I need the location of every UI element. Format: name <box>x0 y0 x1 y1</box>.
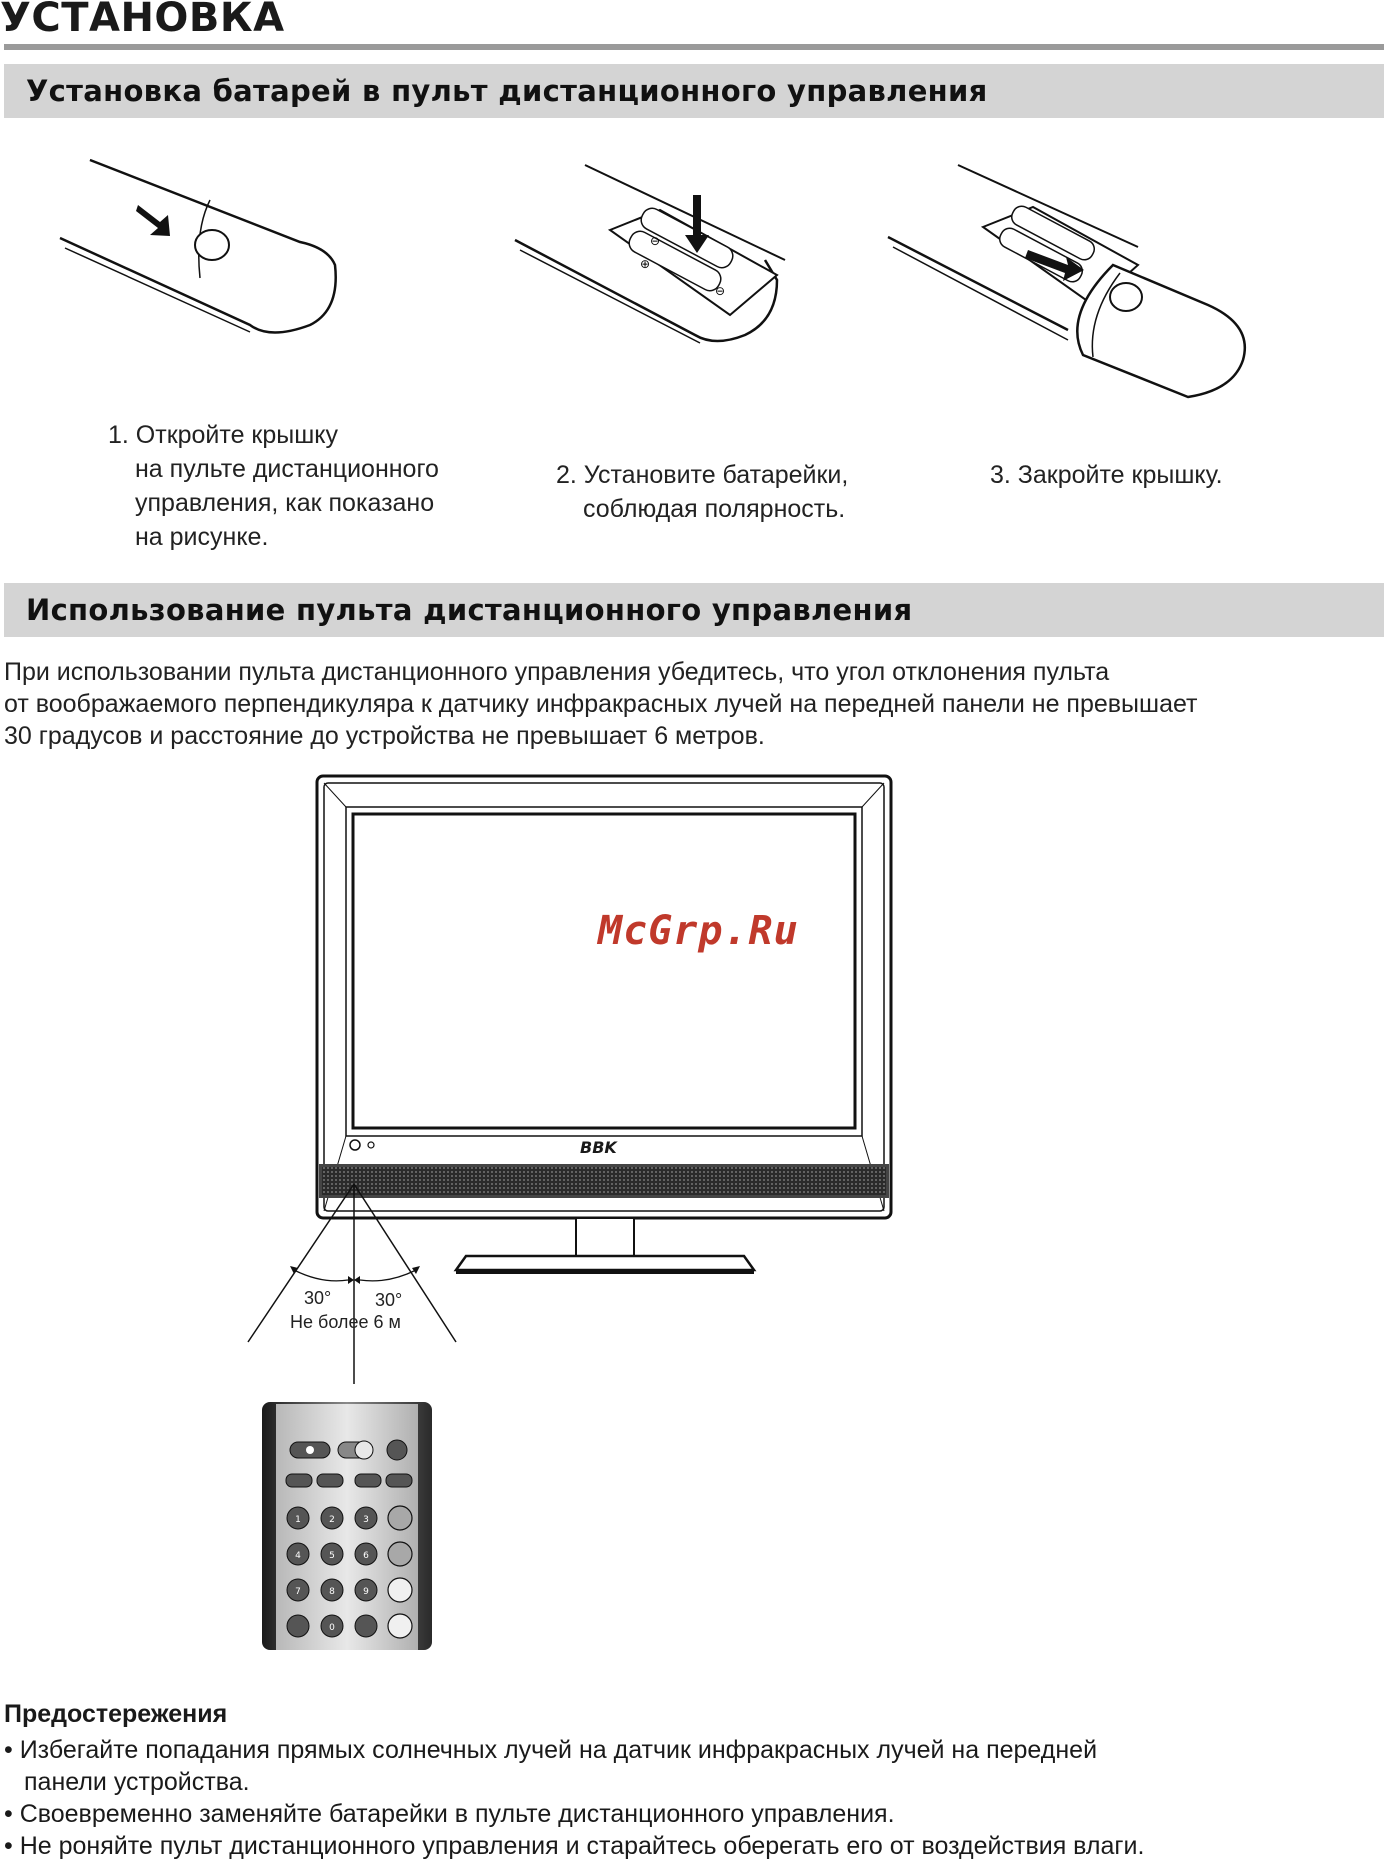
warning-item-continuation: панели устройства. <box>24 1768 250 1796</box>
svg-text:⊕: ⊕ <box>640 257 651 271</box>
angle-left-label: 30° <box>304 1288 332 1308</box>
svg-text:3: 3 <box>363 1515 369 1525</box>
warning-item: • Избегайте попадания прямых солнечных лучей на датчик инфракрасных лучей на передней <box>4 1736 1098 1764</box>
tv-brand-logo: BBK <box>580 1138 617 1157</box>
svg-text:2: 2 <box>329 1515 335 1525</box>
remote-open-cover-illustration <box>60 160 350 370</box>
svg-text:⊖: ⊖ <box>715 284 726 298</box>
section-heading-usage <box>4 583 1384 637</box>
svg-text:6: 6 <box>363 1551 369 1561</box>
warnings-list <box>4 1734 1144 1862</box>
step-1-text: 1. Откройте крышку на пульте дистанционного управления, как показано на рисунке. <box>108 421 439 551</box>
svg-text:⊖: ⊖ <box>650 234 661 248</box>
svg-text:9: 9 <box>363 1587 369 1597</box>
section-heading-text: Использование пульта дистанционного управления <box>26 593 913 627</box>
step-2-text: 2. Установите батарейки, соблюдая полярность. <box>556 461 849 523</box>
remote-close-cover-illustration <box>888 165 1258 405</box>
section-heading-text: Установка батарей в пульт дистанционного управления <box>26 74 988 108</box>
page-title: УСТАНОВКА <box>0 0 285 41</box>
usage-paragraph: При использовании пульта дистанционного управления убедитесь, что угол отклонения пульта от воображаемого перпендикуляра к датчику инфракрасных лучей на передней панели не превышает 30 градусов и расстояние до устройства не превышает 6 метров. <box>4 658 1198 750</box>
svg-text:5: 5 <box>329 1551 335 1561</box>
watermark: McGrp.Ru <box>598 908 799 954</box>
warning-item: • Не роняйте пульт дистанционного управления и старайтесь оберегать его от воздействия влаги. <box>4 1832 1145 1860</box>
svg-text:8: 8 <box>329 1587 335 1597</box>
distance-label: Не более 6 м <box>290 1312 401 1332</box>
warnings-title: Предостережения <box>4 1700 228 1728</box>
remote-insert-batteries-illustration <box>515 165 785 370</box>
section-heading-batteries <box>4 64 1384 118</box>
angle-right-label: 30° <box>375 1290 403 1310</box>
svg-text:0: 0 <box>329 1623 335 1633</box>
remote-control-illustration <box>260 1400 434 1652</box>
svg-text:4: 4 <box>295 1551 301 1561</box>
reception-angle-diagram <box>240 1184 480 1394</box>
title-rule <box>4 44 1384 50</box>
step-3-text: 3. Закройте крышку. <box>990 461 1223 489</box>
svg-text:7: 7 <box>295 1587 301 1597</box>
svg-text:1: 1 <box>295 1515 301 1525</box>
warning-item: • Своевременно заменяйте батарейки в пульте дистанционного управления. <box>4 1800 895 1828</box>
